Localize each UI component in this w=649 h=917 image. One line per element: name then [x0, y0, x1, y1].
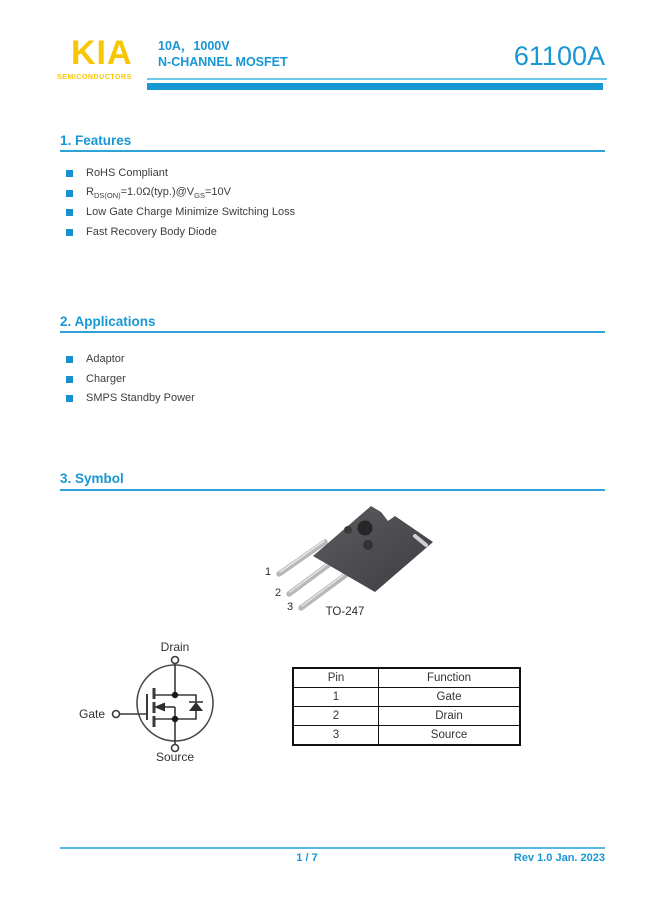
source-label: Source — [155, 750, 195, 764]
application-text: Adaptor — [86, 353, 125, 365]
feature-item — [60, 166, 605, 180]
feature-text: Low Gate Charge Minimize Switching Loss — [86, 206, 296, 218]
feature-text-rds: $R_{DS(ON)}=1.0\Omega(typ.)@V_{GS}=10V$ — [86, 185, 231, 201]
body-diode-triangle — [189, 702, 203, 711]
subtitle-line1: 10A，1000V — [158, 39, 230, 53]
applications-underline — [60, 331, 605, 333]
pin-cell: 1 — [293, 688, 379, 707]
bullet-square-icon — [66, 190, 73, 197]
pin-cell: 3 — [293, 726, 379, 746]
logo-subtext: SEMICONDUCTORS — [57, 74, 132, 81]
mosfet-arrow — [154, 703, 165, 712]
header-accent-bar — [147, 83, 603, 90]
function-header-cell: Function — [379, 668, 521, 688]
function-cell: Drain — [379, 707, 521, 726]
bullet-square-icon — [66, 209, 73, 216]
table-header-row — [293, 668, 520, 688]
feature-text: Fast Recovery Body Diode — [86, 226, 217, 238]
mosfet-symbol-figure — [75, 638, 285, 770]
symbol-underline — [60, 489, 605, 491]
bullet-square-icon — [66, 395, 73, 402]
pin-cell: 2 — [293, 707, 379, 726]
bullet-square-icon — [66, 170, 73, 177]
application-text: SMPS Standby Power — [86, 392, 195, 404]
package-name-label: TO-247 — [325, 606, 365, 618]
function-cell: Gate — [379, 688, 521, 707]
pin-function-table — [292, 667, 521, 746]
header-rule-thin — [147, 78, 607, 80]
feature-item — [60, 205, 605, 219]
bullet-square-icon — [66, 229, 73, 236]
table-row — [293, 707, 520, 726]
lead-1-label: 1 — [265, 566, 272, 578]
feature-item — [60, 225, 605, 239]
pin-header-cell: Pin — [293, 668, 379, 688]
bullet-square-icon — [66, 376, 73, 383]
table-row — [293, 726, 520, 746]
to247-dimple — [344, 526, 352, 534]
subtitle-line2: N-CHANNEL MOSFET — [158, 55, 288, 69]
application-item — [60, 391, 605, 405]
lead-2-label: 2 — [275, 587, 282, 599]
revision-label: Rev 1.0 Jan. 2023 — [513, 852, 605, 864]
part-number: 61100A — [513, 41, 605, 71]
brand-logo — [57, 36, 133, 81]
table-row — [293, 688, 520, 707]
to247-package-figure — [255, 500, 480, 632]
lead-3-label: 3 — [287, 601, 294, 613]
features-heading: 1. Features — [60, 133, 132, 148]
to247-body — [313, 506, 433, 592]
bullet-square-icon — [66, 356, 73, 363]
application-item — [60, 372, 605, 386]
logo-text: KIA — [71, 34, 133, 72]
feature-text: RoHS Compliant — [86, 167, 168, 179]
application-item — [60, 352, 605, 366]
applications-heading: 2. Applications — [60, 314, 156, 329]
feature-item — [60, 186, 605, 200]
junction-dot — [172, 692, 178, 698]
drain-label: Drain — [160, 640, 190, 654]
product-subtitle — [158, 38, 288, 70]
gate-label: Gate — [78, 707, 105, 721]
junction-dot — [172, 716, 178, 722]
to247-dimple — [363, 540, 373, 550]
symbol-heading: 3. Symbol — [60, 471, 124, 486]
footer-rule — [60, 847, 605, 849]
function-cell: Source — [379, 726, 521, 746]
features-underline — [60, 150, 605, 152]
page-number: 1 / 7 — [296, 852, 318, 864]
application-text: Charger — [86, 373, 126, 385]
to247-mounting-hole — [358, 521, 373, 536]
